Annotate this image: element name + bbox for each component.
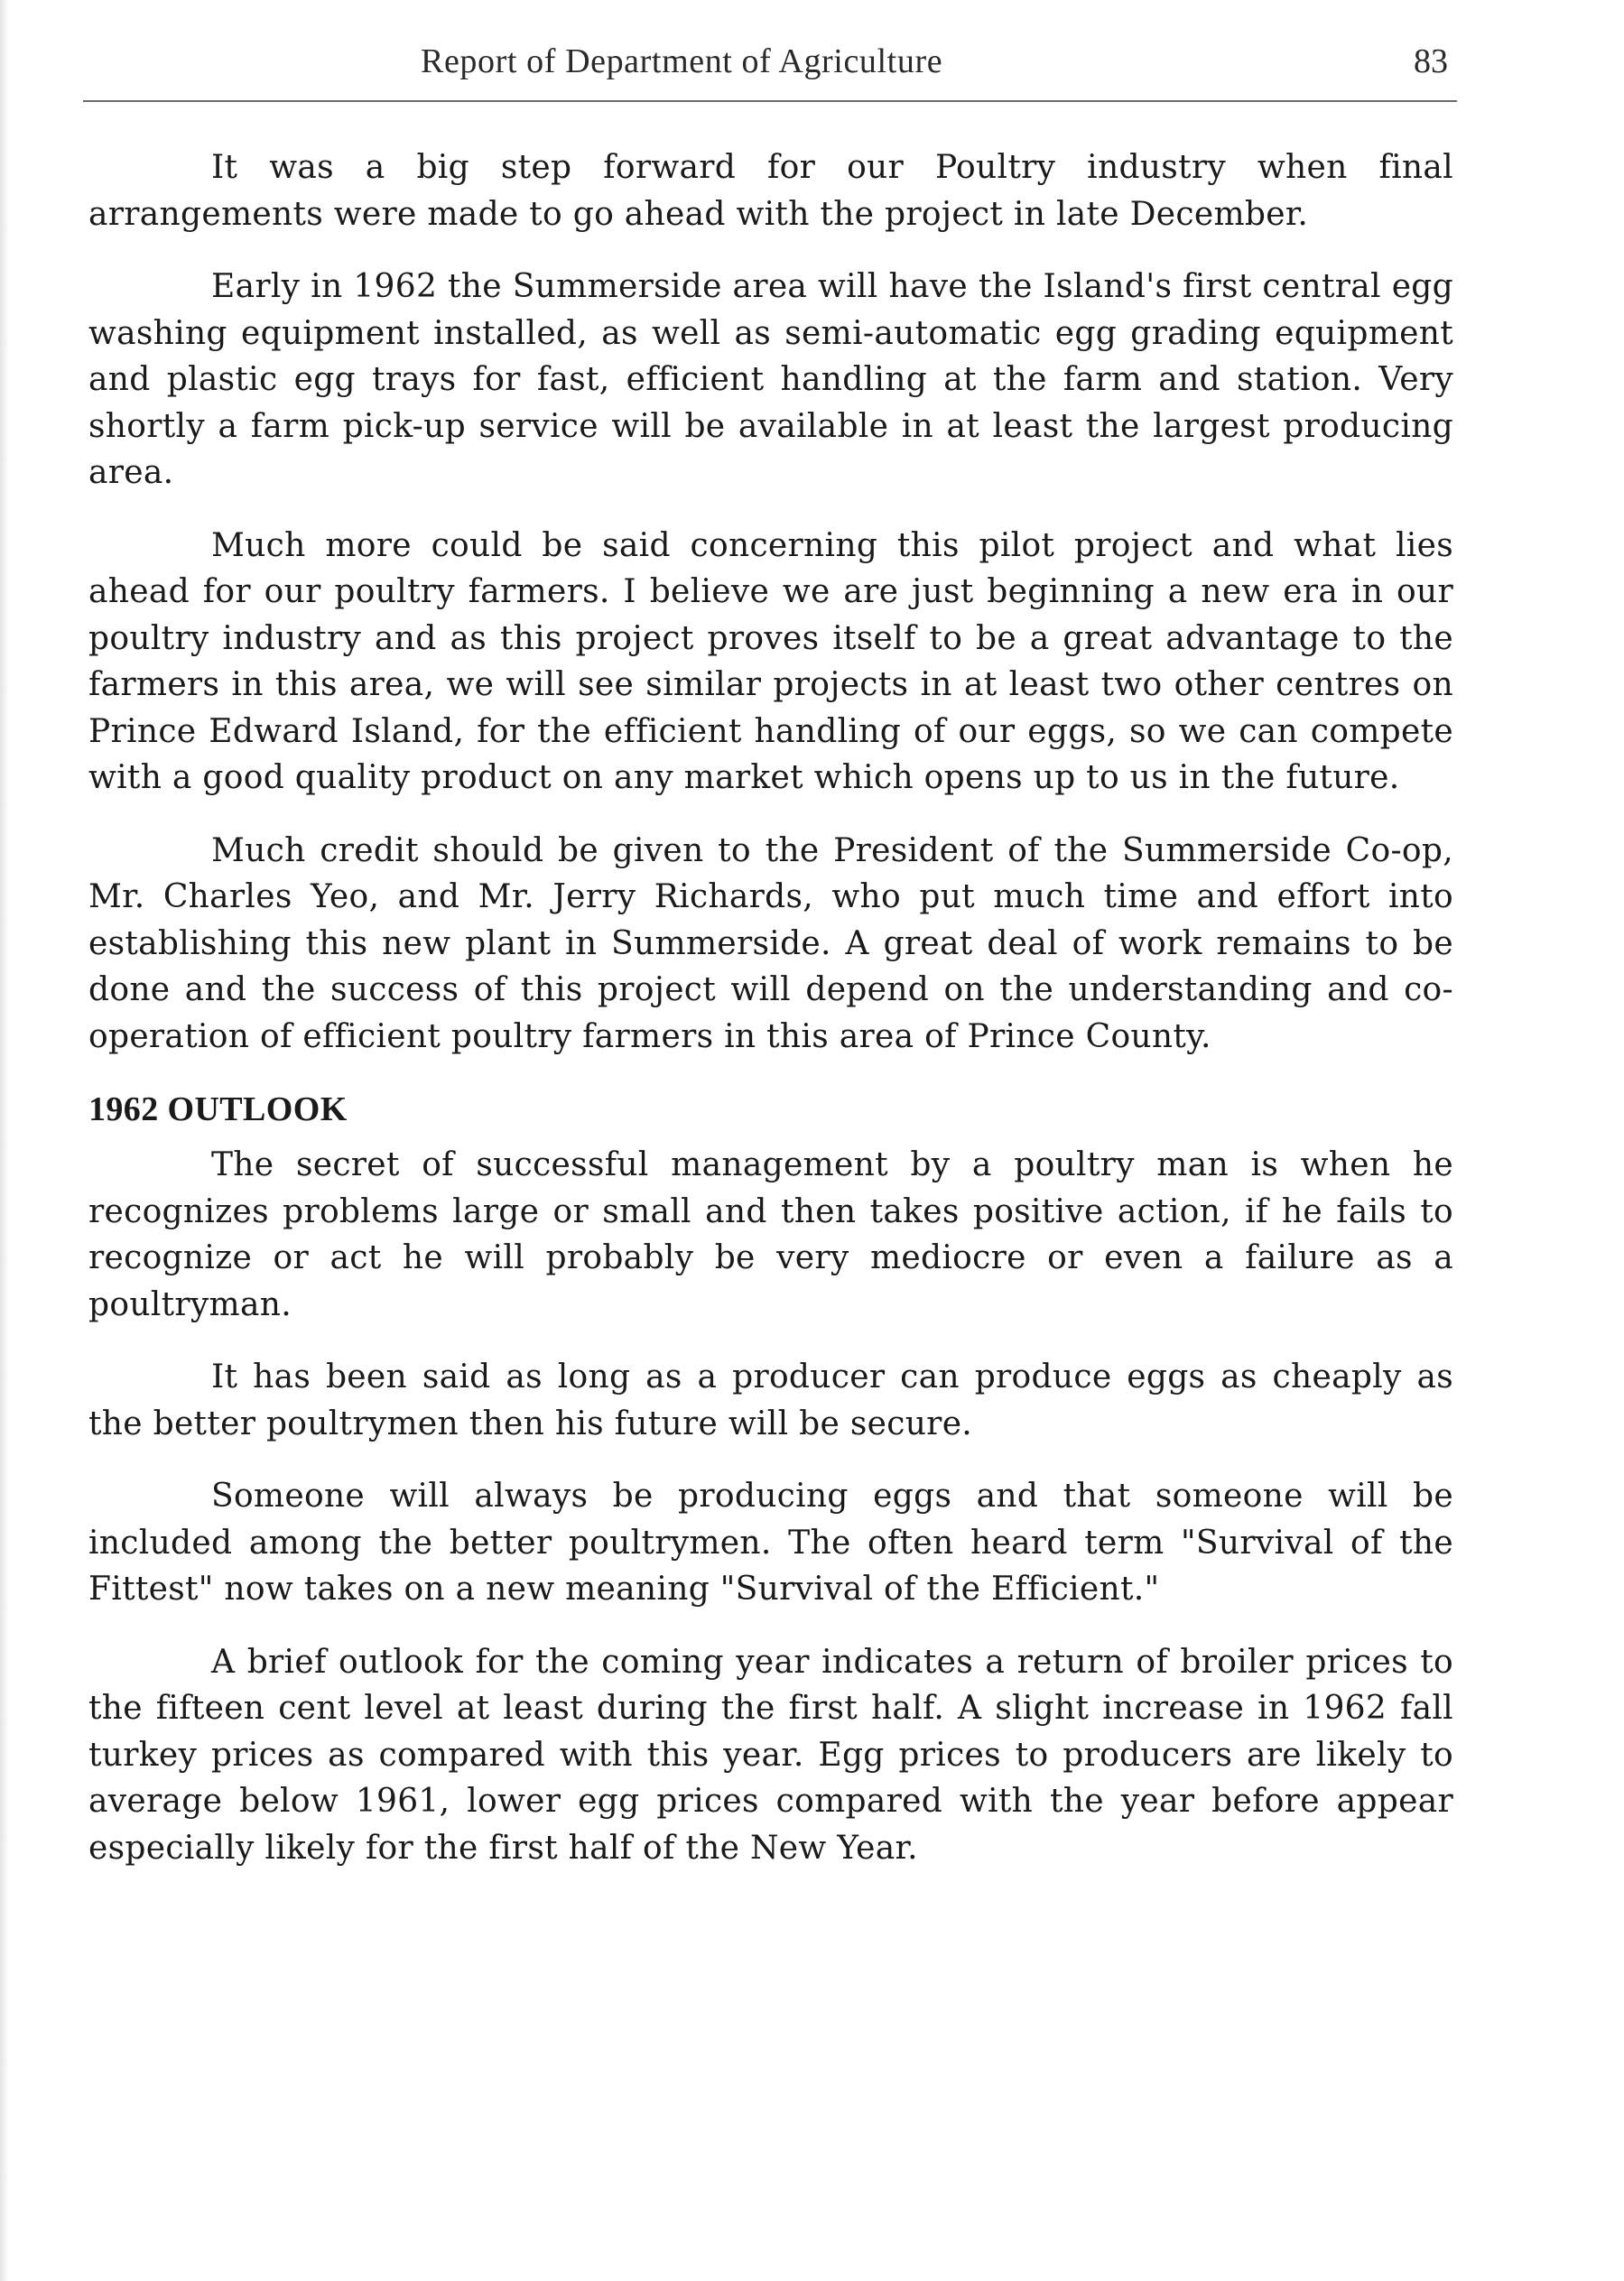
section-heading-outlook: 1962 OUTLOOK <box>88 1090 348 1128</box>
paragraph-price-outlook: A brief outlook for the coming year indicates a return of broiler prices to the fifteen cent level at least during the first half. A slight increase in 1962 fall turkey prices as compared with this year. Egg prices to producers are likely to average below 1961, lower egg prices compared with the year before appear especially likely for the first half of the New Year. <box>88 1643 1453 1867</box>
page-body <box>88 144 1453 1897</box>
paragraph-project-step: It was a big step forward for our Poultry industry when final arrangements were made to go ahead with the project in late December. <box>88 149 1453 233</box>
paragraph-cheap-eggs: It has been said as long as a producer can produce eggs as cheaply as the better poultrymen then his future will be secure. <box>88 1358 1453 1442</box>
paragraph-pilot-project: Much more could be said concerning this pilot project and what lies ahead for our poultry farmers. I believe we are just beginning a new era in our poultry industry and as this project proves itself to be a great advantage to the farmers in this area, we will see similar projects in at least two other centres on Prince Edward Island, for the efficient handling of our eggs, so we can compete with a good quality product on any market which opens up to us in the future. <box>88 526 1453 796</box>
running-title: Report of Department of Agriculture <box>421 42 943 80</box>
paragraph-credit: Much credit should be given to the President of the Summerside Co-op, Mr. Charles Yeo, and Mr. Jerry Richards, who put much time and effort into establishing this new plant in Summerside. A great deal of work remains to be done and the success of this project will depend on the understanding and co-operation of efficient poultry farmers in this area of Prince County. <box>88 831 1453 1055</box>
header-rule <box>83 100 1457 102</box>
paragraph-management: The secret of successful management by a poultry man is when he recognizes problems large or small and then takes positive action, if he fails to recognize or act he will probably be very mediocre or even a failure as a poultryman. <box>88 1146 1453 1323</box>
paragraph-egg-equipment: Early in 1962 the Summerside area will have the Island's first central egg washing equipment installed, as well as semi-automatic egg grading equipment and plastic egg trays for fast, efficient handling at the farm and station. Very shortly a farm pick-up service will be available in at least the largest producing area. <box>88 268 1453 491</box>
page-edge-shadow <box>0 0 9 2281</box>
paragraph-survival: Someone will always be producing eggs and that someone will be included among the better poultrymen. The often heard term "Survival of the Fittest" now takes on a new meaning "Survival of the Efficient." <box>88 1478 1453 1608</box>
page-number: 83 <box>1414 42 1448 80</box>
page-header <box>88 42 1453 88</box>
